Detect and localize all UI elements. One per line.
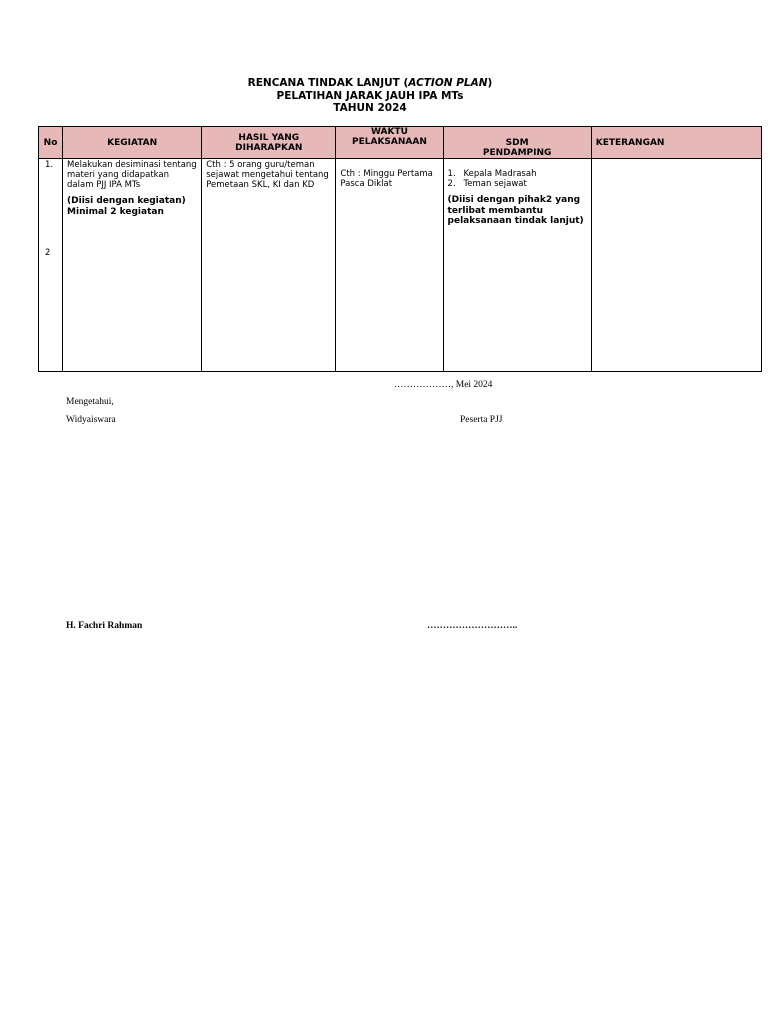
widyaiswara-label: Widyaiswara <box>66 415 116 425</box>
sdm-item-1: Kepala Madrasah <box>463 169 537 179</box>
title-italic: ACTION PLAN <box>408 77 488 89</box>
hasil-text: Cth : 5 orang guru/teman sejawat mengetahui tentang Pemetaan SKL, KI dan KD <box>206 160 329 190</box>
cell-keterangan <box>591 159 761 372</box>
kegiatan-text: Melakukan desiminasi tentang materi yang didapatkan dalam PJJ IPA MTs <box>67 160 197 190</box>
widyaiswara-name: H. Fachri Rahman <box>66 621 143 631</box>
header-keterangan: KETERANGAN <box>591 127 761 159</box>
title-suffix: ) <box>487 77 493 89</box>
sdm-item-2: Teman sejawat <box>463 179 527 189</box>
header-hasil: HASIL YANG DIHARAPKAN <box>202 127 336 159</box>
peserta-name: ……………………….. <box>427 621 518 631</box>
cell-hasil <box>202 159 336 372</box>
title-line-1 <box>0 77 740 90</box>
action-plan-table <box>38 126 762 372</box>
peserta-label: Peserta PJJ <box>460 415 503 425</box>
cell-sdm <box>443 159 591 372</box>
sdm-list-item: 2. Teman sejawat <box>447 179 527 189</box>
cell-waktu <box>336 159 443 372</box>
table-header-row <box>39 127 762 159</box>
waktu-text: Cth : Minggu Pertama Pasca Diklat <box>340 169 433 189</box>
header-waktu: WAKTU PELAKSANAAN <box>336 127 443 159</box>
cell-no <box>39 159 63 372</box>
row-number-2: 2 <box>45 248 51 258</box>
mengetahui-label: Mengetahui, <box>66 397 114 407</box>
table-row <box>39 159 762 372</box>
title-line-2: PELATIHAN JARAK JAUH IPA MTs <box>276 89 464 102</box>
title-line-3: TAHUN 2024 <box>333 102 407 114</box>
title-prefix: RENCANA TINDAK LANJUT ( <box>247 77 409 89</box>
cell-kegiatan <box>63 159 202 372</box>
header-no: No <box>39 127 63 159</box>
header-kegiatan: KEGIATAN <box>63 127 202 159</box>
signature-date: ………………, Mei 2024 <box>394 380 493 390</box>
document-title <box>0 77 740 115</box>
sdm-note: (Diisi dengan pihak2 yang terlibat membantu pelaksanaan tindak lanjut) <box>447 195 584 226</box>
sdm-list-item: 1. Kepala Madrasah <box>447 169 537 179</box>
kegiatan-note: (Diisi dengan kegiatan) Minimal 2 kegiatan <box>67 196 186 217</box>
header-sdm: SDM PENDAMPING <box>443 127 591 159</box>
row-number-1: 1. <box>45 160 54 170</box>
